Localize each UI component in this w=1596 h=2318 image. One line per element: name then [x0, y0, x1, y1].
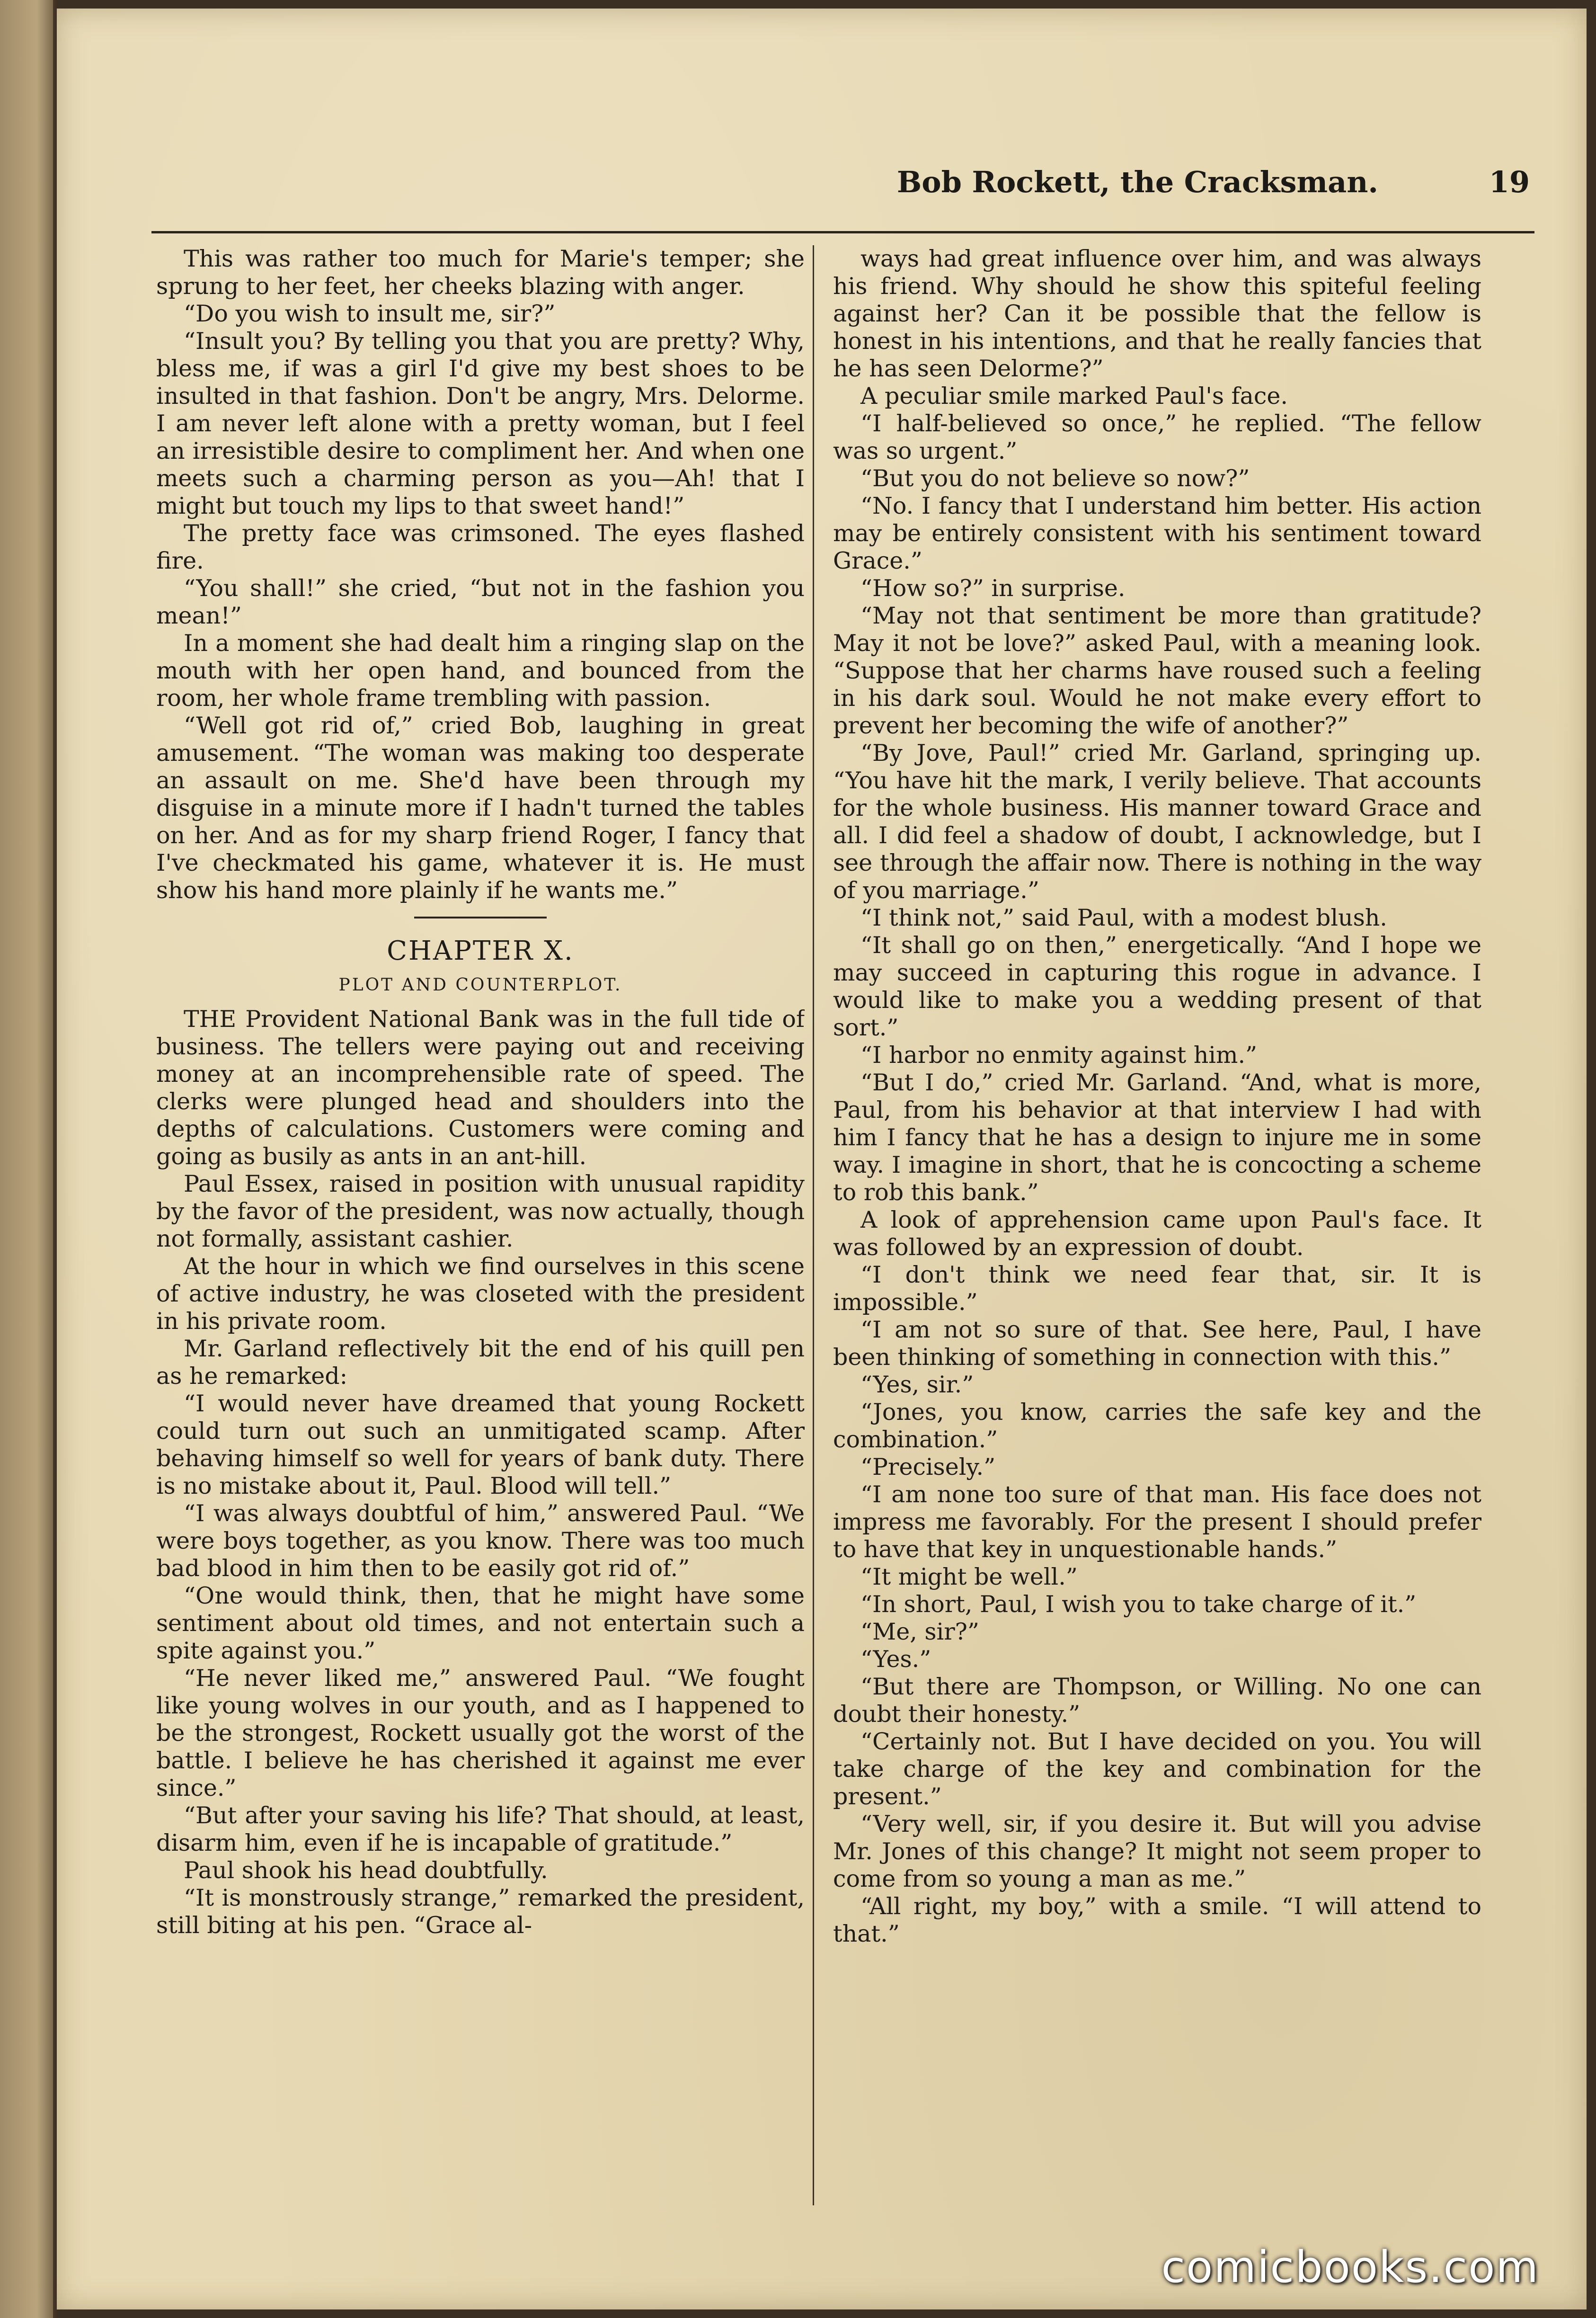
left-column-text-before-chapter: [156, 245, 805, 904]
paragraph: A look of apprehension came upon Paul's face. It was followed by an expression of doubt.: [833, 1206, 1481, 1261]
paragraph: “I think not,” said Paul, with a modest blush.: [860, 904, 1387, 931]
column-divider: [813, 245, 814, 2205]
paragraph: “By Jove, Paul!” cried Mr. Garland, springing up. “You have hit the mark, I verily believe. That accounts for the whole business. His manner toward Grace and all. I did feel a shadow of doubt, I acknowledge, but I see through the affair now. There is nothing in the way of you marriage.”: [833, 740, 1481, 904]
paragraph: “You shall!” she cried, “but not in the fashion you mean!”: [156, 575, 805, 629]
right-column-text: [833, 245, 1481, 1948]
paragraph: “I would never have dreamed that young Rockett could turn out such an unmitigated scamp. After behaving himself so well for years of bank duty. There is no mistake about it, Paul. Blood will tell.”: [156, 1390, 805, 1499]
paragraph: “It is monstrously strange,” remarked the president, still biting at his pen. “Grace al-: [156, 1884, 805, 1939]
paragraph: In a moment she had dealt him a ringing slap on the mouth with her open hand, and bounced from the room, her whole frame trembling with passion.: [156, 630, 805, 712]
paragraph: “In short, Paul, I wish you to take charge of it.”: [860, 1591, 1417, 1618]
paragraph: “I was always doubtful of him,” answered Paul. “We were boys together, as you know. There was too much bad blood in him then to be easily got rid of.”: [156, 1500, 805, 1582]
paragraph: “Very well, sir, if you desire it. But will you advise Mr. Jones of this change? It might not seem proper to come from so young a man as me.”: [833, 1810, 1481, 1892]
paragraph: Paul shook his head doubtfully.: [184, 1857, 548, 1884]
paragraph: “Yes.”: [860, 1646, 931, 1673]
paragraph: “It might be well.”: [860, 1563, 1078, 1590]
paragraph: “But you do not believe so now?”: [860, 465, 1250, 492]
paragraph: “But I do,” cried Mr. Garland. “And, what is more, Paul, from his behavior at that interview I had with him I fancy that he has a design to injure me in some way. I imagine in short, that he is concocting a scheme to rob this bank.”: [833, 1069, 1481, 1206]
paragraph: The pretty face was crimsoned. The eyes flashed fire.: [156, 520, 805, 574]
left-column: [156, 245, 805, 2205]
chapter-separator-rule: [414, 917, 547, 918]
paragraph: “May not that sentiment be more than gratitude? May it not be love?” asked Paul, with a meaning look. “Suppose that her charms have roused such a feeling in his dark soul. Would he not make every effort to prevent her becoming the wife of another?”: [833, 602, 1481, 739]
chapter-first-paragraph-text: Provident National Bank was in the full tide of business. The tellers were paying out and receiving money at an incomprehensible rate of speed. The clerks were plunged head and shoulders into the depths of calculations. Customers were coming and going as busily as ants in an ant-hill.: [156, 1006, 805, 1170]
paragraph: “I am not so sure of that. See here, Paul, I have been thinking of something in connection with this.”: [833, 1316, 1481, 1371]
paragraph: “But after your saving his life? That should, at least, disarm him, even if he is incapable of gratitude.”: [156, 1802, 805, 1856]
chapter-heading: CHAPTER X.: [387, 936, 574, 966]
page-number: 19: [1489, 165, 1530, 199]
chapter-first-paragraph: [156, 1006, 805, 1170]
paragraph: Mr. Garland reflectively bit the end of his quill pen as he remarked:: [156, 1335, 805, 1390]
paragraph: “I am none too sure of that man. His face does not impress me favorably. For the present I should prefer to have that key in unquestionable hands.”: [833, 1481, 1481, 1563]
right-column: [833, 245, 1481, 2205]
chapter-subheading: PLOT AND COUNTERPLOT.: [338, 975, 622, 995]
paragraph: “I harbor no enmity against him.”: [860, 1042, 1258, 1069]
left-column-text-after-chapter: [156, 1170, 805, 1939]
paragraph: “Insult you? By telling you that you are pretty? Why, bless me, if was a girl I'd give my best shoes to be insulted in that fashion. Don't be angry, Mrs. Delorme. I am never left alone with a pretty woman, but I feel an irresistible desire to compliment her. And when one meets such a charming person as you—Ah! that I might but touch my lips to that sweet hand!”: [156, 328, 805, 519]
header-rule: [151, 231, 1534, 233]
paragraph: “Do you wish to insult me, sir?”: [184, 300, 556, 327]
paragraph: Paul Essex, raised in position with unusual rapidity by the favor of the president, was now actually, though not formally, assistant cashier.: [156, 1170, 805, 1252]
paragraph: “All right, my boy,” with a smile. “I will attend to that.”: [833, 1893, 1481, 1947]
paragraph: “I half-believed so once,” he replied. “The fellow was so urgent.”: [833, 410, 1481, 464]
paragraph: “I don't think we need fear that, sir. It is impossible.”: [833, 1261, 1481, 1316]
paragraph: ways had great influence over him, and was always his friend. Why should he show this spiteful feeling against her? Can it be possible that the fellow is honest in his intentions, and that he really fancies that he has seen Delorme?”: [833, 245, 1481, 382]
paragraph: This was rather too much for Marie's temper; she sprung to her feet, her cheeks blazing with anger.: [156, 245, 805, 300]
book-page: [57, 9, 1587, 2309]
paragraph: “One would think, then, that he might have some sentiment about old times, and not entertain such a spite against you.”: [156, 1582, 805, 1664]
paragraph: “He never liked me,” answered Paul. “We fought like young wolves in our youth, and as I happened to be the strongest, Rockett usually got the worst of the battle. I believe he has cherished it against me ever since.”: [156, 1665, 805, 1801]
site-watermark: comicbooks.com: [1161, 2242, 1539, 2292]
running-header: [151, 165, 1558, 222]
paragraph: “Me, sir?”: [860, 1618, 979, 1645]
paragraph: “Yes, sir.”: [860, 1371, 974, 1398]
paragraph: “No. I fancy that I understand him better. His action may be entirely consistent with his sentiment toward Grace.”: [833, 492, 1481, 574]
paragraph: A peculiar smile marked Paul's face.: [860, 383, 1288, 410]
paragraph: “Jones, you know, carries the safe key and the combination.”: [833, 1399, 1481, 1453]
chapter-lead-word: THE: [184, 1006, 237, 1033]
paragraph: “Certainly not. But I have decided on you. You will take charge of the key and combination for the present.”: [833, 1728, 1481, 1810]
previous-page-edge: [0, 0, 53, 2318]
paragraph: “But there are Thompson, or Willing. No one can doubt their honesty.”: [833, 1673, 1481, 1728]
paragraph: “How so?” in surprise.: [860, 575, 1126, 602]
paragraph: At the hour in which we find ourselves in this scene of active industry, he was closeted with the president in his private room.: [156, 1253, 805, 1335]
paragraph: “Well got rid of,” cried Bob, laughing in great amusement. “The woman was making too desperate an assault on me. She'd have been through my disguise in a minute more if I hadn't turned the tables on her. And as for my sharp friend Roger, I fancy that I've checkmated his game, whatever it is. He must show his hand more plainly if he wants me.”: [156, 712, 805, 904]
paragraph: “Precisely.”: [860, 1453, 996, 1480]
running-title: Bob Rockett, the Cracksman.: [896, 165, 1378, 199]
paragraph: “It shall go on then,” energetically. “And I hope we may succeed in capturing this rogue in advance. I would like to make you a wedding present of that sort.”: [833, 932, 1481, 1041]
